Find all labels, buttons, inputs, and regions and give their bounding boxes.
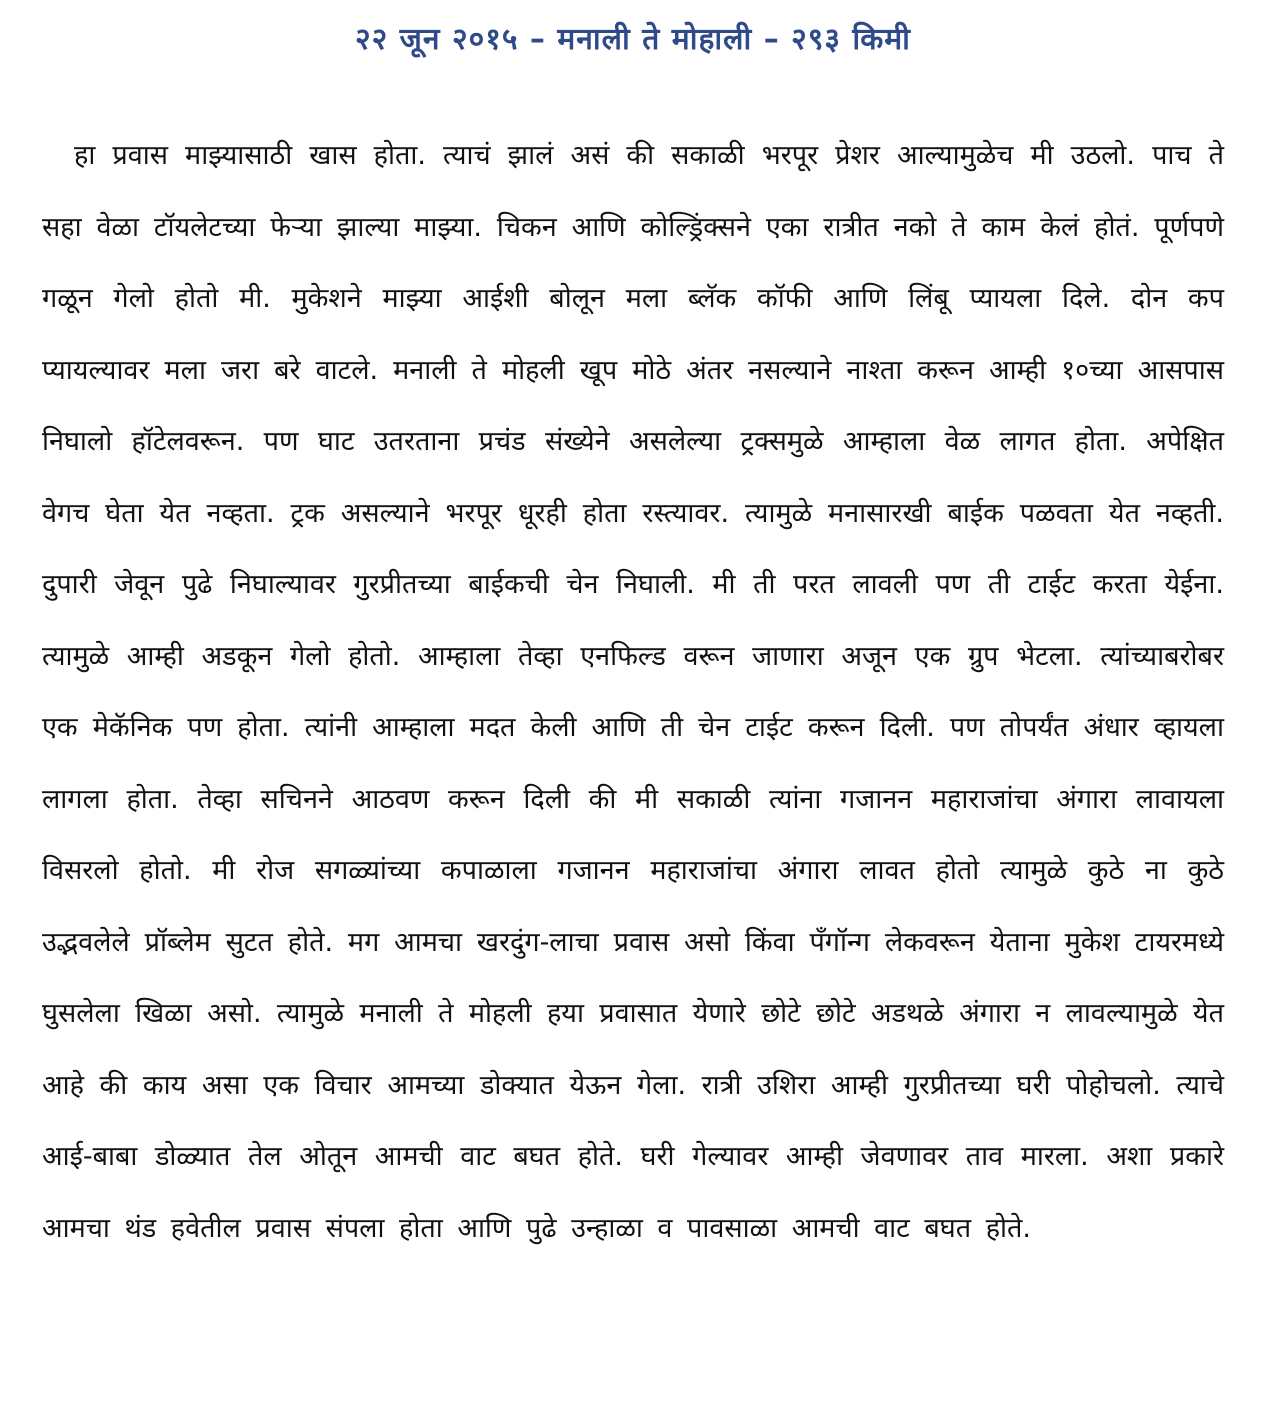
page-title: २२ जून २०१५ – मनाली ते मोहाली – २९३ किमी	[355, 22, 911, 57]
body-paragraph: हा प्रवास माझ्यासाठी खास होता. त्याचं झालं असं की सकाळी भरपूर प्रेशर आल्यामुळेच मी उठलो. पाच ते सहा वेळा टॉयलेटच्या फेऱ्या झाल्या माझ्या. चिकन आणि कोल्ड्रिंक्सने एका रात्रीत नको ते काम केलं होतं. पूर्णपणे गळून गेलो होतो मी. मुकेशने माझ्या आईशी बोलून मला ब्लॅक कॉफी आणि लिंबू प्यायला दिले. दोन कप प्यायल्यावर मला जरा बरे वाटले. मनाली ते मोहली खूप मोठे अंतर नसल्याने नाश्ता करून आम्ही १०च्या आसपास निघालो हॉटेलवरून. पण घाट उतरताना प्रचंड संख्येने असलेल्या ट्रक्समुळे आम्हाला वेळ लागत होता. अपेक्षित वेगच घेता येत नव्हता. ट्रक असल्याने भरपूर धूरही होता रस्त्यावर. त्यामुळे मनासारखी बाईक पळवता येत नव्हती. दुपारी जेवून पुढे निघाल्यावर गुरप्रीतच्या बाईकची चेन निघाली. मी ती परत लावली पण ती टाईट करता येईना. त्यामुळे आम्ही अडकून गेलो होतो. आम्हाला तेव्हा एनफिल्ड वरून जाणारा अजून एक ग्रुप भेटला. त्यांच्याबरोबर एक मेकॅनिक पण होता. त्यांनी आम्हाला मदत केली आणि ती चेन टाईट करून दिली. पण तोपर्यंत अंधार व्हायला लागला होता. तेव्हा सचिनने आठवण करून दिली की मी सकाळी त्यांना गजानन महाराजांचा अंगारा लावायला विसरलो होतो. मी रोज सगळ्यांच्या कपाळाला गजानन महाराजांचा अंगारा लावत होतो त्यामुळे कुठे ना कुठे उद्भवलेले प्रॉब्लेम सुटत होते. मग आमचा खरदुंग-लाचा प्रवास असो किंवा पँगॉन्ग लेकवरून येताना मुकेश टायरमध्ये घुसलेला खिळा असो. त्यामुळे मनाली ते मोहली हया प्रवासात येणारे छोटे छोटे अडथळे अंगारा न लावल्यामुळे येत आहे की काय असा एक विचार आमच्या डोक्यात येऊन गेला. रात्री उशिरा आम्ही गुरप्रीतच्या घरी पोहोचलो. त्याचे आई-बाबा डोळ्यात तेल ओतून आमची वाट बघत होते. घरी गेल्यावर आम्ही जेवणावर ताव मारला. अशा प्रकारे आमचा थंड हवेतील प्रवास संपला होता आणि पुढे उन्हाळा व पावसाळा आमची वाट बघत होते.	[42, 140, 1224, 1244]
